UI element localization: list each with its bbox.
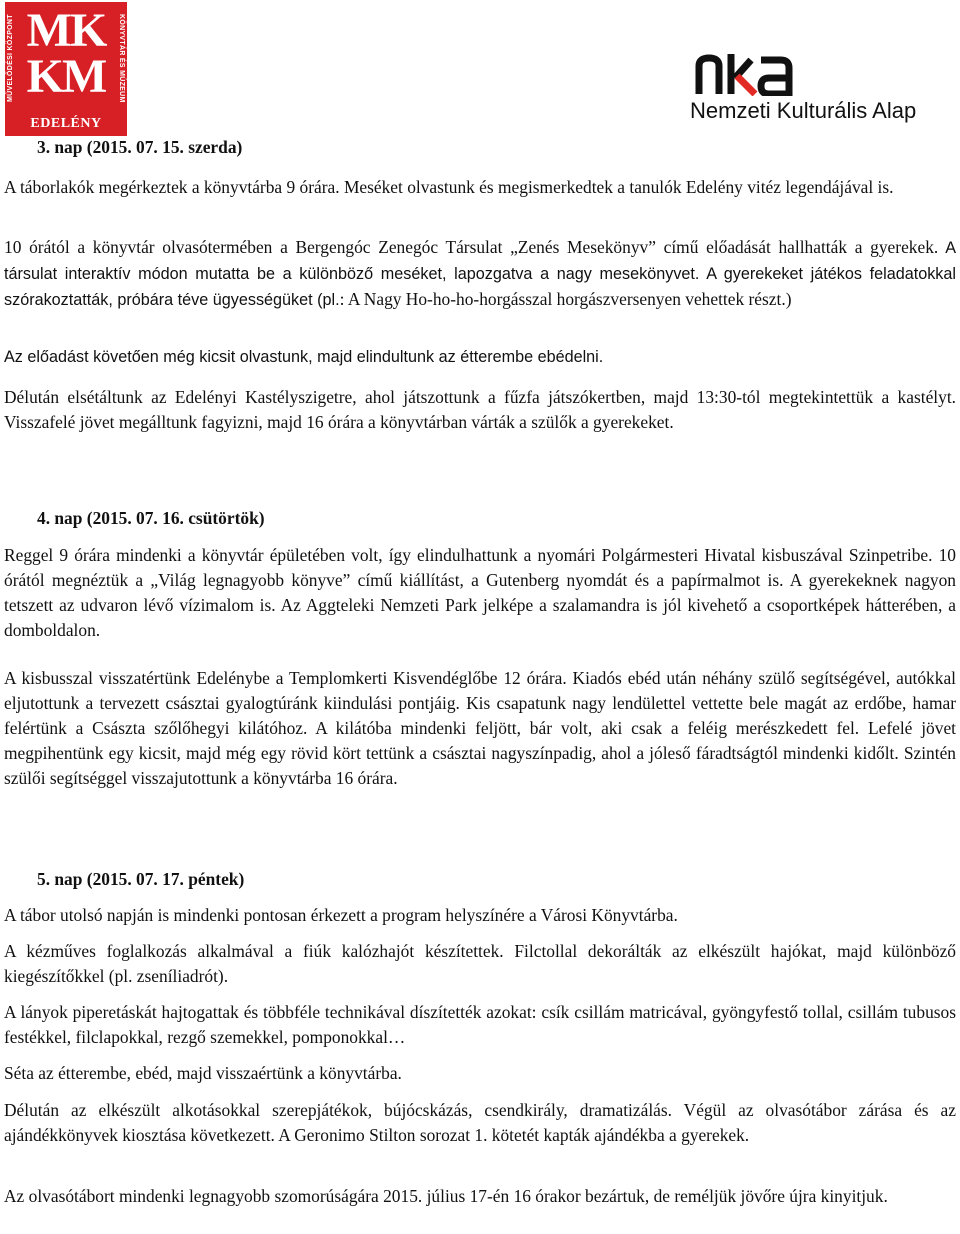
day3-paragraph-2-part-1: 10 órától a könyvtár olvasótermében a Bergengóc Zenegóc Társulat „Zenés Mesekönyv” című előadását hallhatták a gyerekek.	[4, 237, 939, 257]
nka-logo-mark	[695, 54, 805, 96]
day4-paragraph-1: Reggel 9 órára mindenki a könyvtár épületében volt, így elindulhattunk a nyomári Polgármesteri Hivatal kisbuszával Szinpetribe. 10 órától megnéztük a „Világ legnagyobb könyve” című kiállítást, a Gutenberg nyomdát és a papírmalmot is. A gyerekeknek nagyon tetszett az udvaron lévő vízimalom is. Az Aggteleki Nemzeti Park jelképe a szalamandra is jól kivehető a csoportképek hátterében, a domboldalon.	[4, 545, 956, 640]
day3-paragraph-3: Az előadást követően még kicsit olvastunk, majd elindultunk az étterembe ebédelni.	[4, 348, 604, 366]
day4-paragraph-2: A kisbusszal visszatértünk Edelénybe a Templomkerti Kisvendéglőbe 12 órára. Kiadós ebéd után néhány szülő segítségével, autókkal eljutottunk a tervezett császtai gyalogtúránk kiindulási pontjáig. Kis csapatunk nagy lendülettel vettette bele magát az erdőbe, hamar felértünk a Császta szőlőhegyi kilátóhoz. A kilátóba mindenki feljött, bár volt, aki csak a feléig merészkedett fel. Lefelé jövet megpihentünk egy kicsit, majd még egy rövid kört tettünk a császtai nagyszínpadig, ahol a jóleső fáradtságtól mindenki kidőlt. Szintén szülői segítséggel visszajutottunk a könyvtárba 16 órára.	[4, 668, 956, 788]
mkkm-logo	[5, 2, 127, 136]
day5-paragraph-6: Az olvasótábort mindenki legnagyobb szomorúságára 2015. július 17-én 16 órakor bezártuk, de reméljük jövőre újra kinyitjuk.	[4, 1186, 888, 1206]
nka-logo-text: Nemzeti Kulturális Alap	[690, 98, 917, 123]
day3-paragraph-2	[4, 235, 956, 313]
day5-paragraph-3: A lányok piperetáskát hajtogattak és többféle technikával díszítették azokat: csík csillám matricával, gyöngyfestő tollal, csillám tubusos festékkel, filclapokkal, rezgő szemekkel, pomponokkal…	[4, 1002, 956, 1047]
day3-paragraph-2-part-2: A társulat interaktív módon mutatta be a különböző meséket, lapozgatva a nagy mesekönyvet. A gyerekeket játékos feladatokkal szórakoztatták, próbára téve ügyességüket (pl.	[4, 239, 956, 309]
day3-paragraph-2-part-3: : A Nagy Ho-ho-ho-horgásszal horgászversenyen vehettek részt.)	[339, 289, 792, 309]
mkkm-logo-letters: MK KM	[26, 4, 106, 103]
day5-paragraph-5: Délután az elkészült alkotásokkal szerepjátékok, bújócskázás, csendkirály, dramatizálás. Végül az olvasótábor zárása és az ajándékkönyvek kiosztása következett. A Geronimo Stilton sorozat 1. kötetét kapták ajándékba a gyerekek.	[4, 1100, 956, 1145]
nka-logo	[690, 54, 952, 126]
day5-paragraph-1: A tábor utolsó napján is mindenki pontosan érkezett a program helyszínére a Városi Könyvtárba.	[4, 905, 678, 925]
mkkm-logo-side-right: KÖNYVTÁR ÉS MÚZEUM	[118, 13, 125, 103]
day5-heading: 5. nap (2015. 07. 17. péntek)	[37, 869, 245, 889]
day3-heading: 3. nap (2015. 07. 15. szerda)	[37, 137, 243, 157]
day4-heading: 4. nap (2015. 07. 16. csütörtök)	[37, 508, 265, 528]
day5-paragraph-4: Séta az étterembe, ebéd, majd visszaértünk a könyvtárba.	[4, 1063, 402, 1083]
mkkm-logo-side-left: MŰVELŐDÉSI KÖZPONT	[7, 14, 14, 102]
day5-paragraph-2: A kézműves foglalkozás alkalmával a fiúk kalózhajót készítettek. Filctollal dekorálták az elkészült hajókat, majd különböző kiegészítőkkel (pl. zseníliadrót).	[4, 941, 956, 986]
mkkm-logo-bottom: EDELÉNY	[30, 116, 102, 131]
day3-paragraph-1: A táborlakók megérkeztek a könyvtárba 9 órára. Meséket olvastunk és megismerkedtek a tanulók Edelény vitéz legendájával is.	[4, 177, 894, 197]
day3-paragraph-4: Délután elsétáltunk az Edelényi Kastélyszigetre, ahol játszottunk a fűzfa játszókertben, majd 13:30-tól megtekintettük a kastélyt. Visszafelé jövet megálltunk fagyizni, majd 16 órára a könyvtárban várták a szülők a gyerekeket.	[4, 387, 956, 432]
